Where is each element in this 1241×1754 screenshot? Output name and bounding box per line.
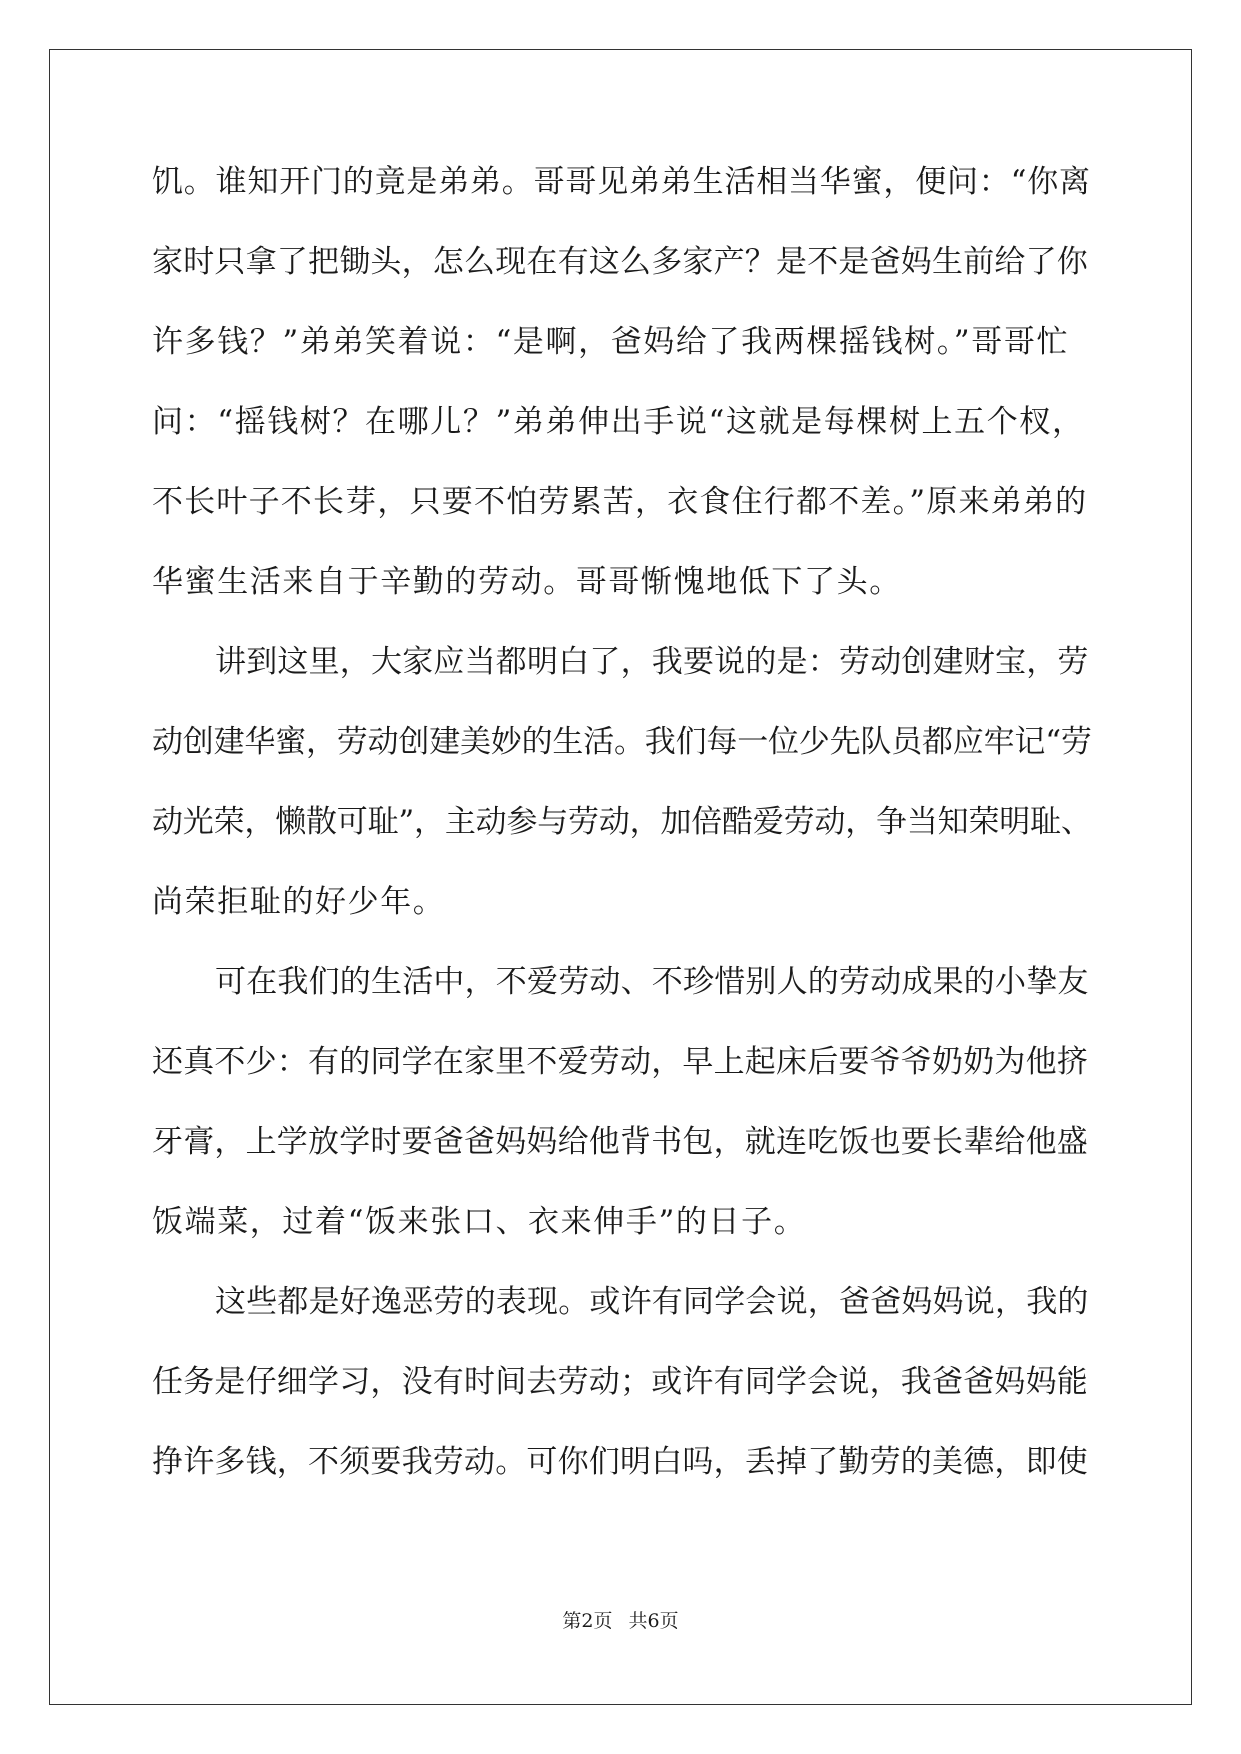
document-body <box>152 158 1092 1518</box>
text-line: 不长叶子不长芽，只要不怕劳累苦，衣食住行都不差。”原来弟弟的 <box>152 484 1088 520</box>
page-footer <box>0 1609 1241 1633</box>
text-line: 尚荣拒耻的好少年。 <box>152 884 446 920</box>
text-line: 牙膏，上学放学时要爸爸妈妈给他背书包，就连吃饭也要长辈给他盛 <box>152 1124 1088 1160</box>
text-line: 饥。谁知开门的竟是弟弟。哥哥见弟弟生活相当华蜜，便问：“你离 <box>152 164 1091 200</box>
text-line: 家时只拿了把锄头，怎么现在有这么多家产？是不是爸妈生前给了你 <box>152 244 1088 280</box>
text-line: 任务是仔细学习，没有时间去劳动；或许有同学会说，我爸爸妈妈能 <box>152 1364 1088 1400</box>
text-line: 还真不少：有的同学在家里不爱劳动，早上起床后要爷爷奶奶为他挤 <box>152 1044 1088 1080</box>
text-line: 挣许多钱，不须要我劳动。可你们明白吗，丢掉了勤劳的美德，即使 <box>152 1444 1088 1480</box>
paragraph-first-line: 讲到这里，大家应当都明白了，我要说的是：劳动创建财宝，劳 <box>215 644 1089 680</box>
text-line: 饭端菜，过着“饭来张口、衣来伸手”的日子。 <box>152 1204 807 1240</box>
text-line: 动创建华蜜，劳动创建美妙的生活。我们每一位少先队员都应牢记“劳 <box>152 724 1092 760</box>
current-page-label: 第2页 <box>562 1610 613 1632</box>
text-line: 动光荣，懒散可耻”，主动参与劳动，加倍酷爱劳动，争当知荣明耻、 <box>152 804 1092 840</box>
total-pages-label: 共6页 <box>628 1610 679 1632</box>
text-line: 许多钱？”弟弟笑着说：“是啊，爸妈给了我两棵摇钱树。”哥哥忙 <box>152 324 1070 360</box>
paragraph-first-line: 可在我们的生活中，不爱劳动、不珍惜别人的劳动成果的小挚友 <box>215 964 1089 1000</box>
text-line: 问：“摇钱树？在哪儿？”弟弟伸出手说“这就是每棵树上五个杈， <box>152 404 1085 440</box>
text-line: 华蜜生活来自于辛勤的劳动。哥哥惭愧地低下了头。 <box>152 564 902 600</box>
paragraph-first-line: 这些都是好逸恶劳的表现。或许有同学会说，爸爸妈妈说，我的 <box>215 1284 1089 1320</box>
